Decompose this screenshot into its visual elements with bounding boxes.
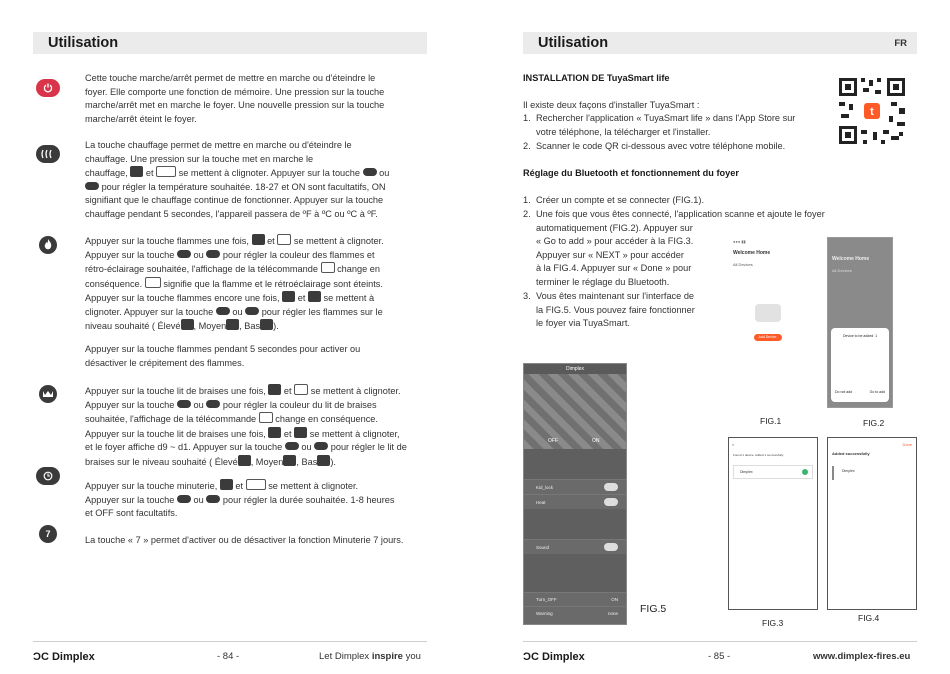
ember-key-icon [268, 427, 281, 438]
seven-day-description: La touche « 7 » permet d'activer ou de désactiver la fonction Minuterie 7 jours. [85, 535, 404, 545]
fig3-screenshot: × Found 1 device. Added 1 successfully. Dimplex [728, 437, 818, 610]
ember-level-icon [294, 427, 307, 438]
setup-step: Une fois que vous êtes connecté, l'application scanne et ajoute le foyer automatiquement (FIG.2). Appuyer sur « Go to add » pour accéder à la FIG.3. Appuyer sur « NEXT » pour accéder à la FIG.4. Appuyer sur « Done » pour terminer le réglage du Bluetooth. [536, 209, 825, 287]
language-code: FR [894, 38, 907, 49]
bluetooth-heading: Réglage du Bluetooth et fonctionnement du foyer [523, 168, 739, 178]
crackle-description: Appuyer sur la touche flammes pendant 5 secondes pour activer ou désactiver le crépitement des flammes. [85, 344, 361, 368]
install-intro: Il existe deux façons d'installer TuyaSmart : [523, 100, 700, 110]
install-step: Rechercher l'application « TuyaSmart life » dans l'App Store sur votre téléphone, la télécharger et l'installer. [536, 113, 796, 137]
dimplex-logo: ϽC Dimplex [33, 651, 95, 663]
seven-day-icon: 7 [39, 525, 57, 543]
ember-medium-icon [283, 455, 296, 466]
fireplace-preview: OFF ON [524, 374, 626, 449]
up-key-icon [177, 400, 191, 408]
fig1-caption: FIG.1 [760, 416, 782, 426]
down-key-icon [206, 400, 220, 408]
page-number: - 85 - [708, 651, 731, 662]
heat-icon [36, 145, 60, 163]
display-icon [156, 166, 176, 177]
website-link[interactable]: www.dimplex-fires.eu [813, 651, 911, 662]
footer-divider [33, 641, 427, 642]
fig2-screenshot: Welcome Home All Devices Device to be added: 1 Do not add Go to add [827, 237, 893, 408]
setup-step-number: 3. [523, 291, 531, 301]
flame-level-icon [308, 291, 321, 302]
section-header [523, 32, 917, 54]
app-title: Dimplex [524, 364, 626, 374]
dimplex-logo: ϽC Dimplex [523, 651, 585, 663]
fig1-screenshot: ●●● ▮▮ Welcome Home All Devices Add Device [730, 237, 805, 408]
footer-logo [523, 651, 585, 663]
fig4-screenshot: Done Added successfully Dimplex [827, 437, 917, 610]
ember-high-icon [238, 455, 251, 466]
flame-key-icon [282, 291, 295, 302]
down-key-icon [206, 250, 220, 258]
up-key-icon [363, 168, 377, 176]
section-header [33, 32, 427, 54]
setup-step: Créer un compte et se connecter (FIG.1). [536, 195, 704, 205]
power-description: Cette touche marche/arrêt permet de mettre en marche ou d'éteindre le foyer. Elle comporte une fonction de mémoire. Une pression sur la touche marche/arrêt met en marche le foyer. Une nouvelle pression sur la touche marche/arrêt éteint le foyer. [85, 73, 385, 124]
install-step: Scanner le code QR ci-dessous avec votre téléphone mobile. [536, 141, 786, 151]
slogan: Let Dimplex inspire you [319, 651, 421, 662]
blank-display-icon [145, 277, 161, 288]
fig2-caption: FIG.2 [863, 418, 885, 428]
down-key-icon [206, 495, 220, 503]
install-step-number: 1. [523, 113, 531, 123]
timer-key-icon [220, 479, 233, 490]
ember-key-icon [268, 384, 281, 395]
fig5-screenshot: Dimplex OFF ON Kid_lock Heat Sound Turn_OFF ON Warning none [523, 363, 627, 625]
flame-low-icon [260, 319, 273, 330]
fig3-caption: FIG.3 [762, 618, 784, 628]
ember-description: Appuyer sur la touche lit de braises une fois, et se mettent à clignoter. Appuyer sur la touche ou pour régler la couleur du lit de braises souhaitée, l'affichage de la télécommande change en conséquence. Appuyer sur la touche lit de braises une fois, et se mettent à clignoter, et le foyer affiche d9 ~ d1. Appuyer sur la touche ou pour régler le lit de braises sur le niveau souhaité ( Élevé , Moyen , Bas ). [85, 386, 407, 467]
heat-description: La touche chauffage permet de mettre en marche ou d'éteindre le chauffage. Une pression sur la touche met en marche le chauffage, et se mettent à clignoter. Appuyer sur la touche ou pour régler la température souhaitée. 18-27 et ON sont facultatifs, ON signifiant que le chauffage continue de fonctionner. Appuyer sur la touche chauffage pendant 5 secondes, l'appareil passera de ºF à ºC ou ºC à ºF. [85, 140, 390, 219]
heat-key-icon [130, 166, 143, 177]
timer-description: Appuyer sur la touche minuterie, et se mettent à clignoter. Appuyer sur la touche ou pour régler la durée souhaitée. 1-8 heures et OFF sont facultatifs. [85, 481, 395, 518]
svg-text:t: t [870, 106, 874, 118]
right-page [475, 0, 950, 674]
setup-step-number: 1. [523, 195, 531, 205]
flame-key-icon [252, 234, 265, 245]
install-heading: INSTALLATION DE TuyaSmart life [523, 73, 670, 83]
page-title: Utilisation [48, 35, 119, 51]
up-key-icon [177, 495, 191, 503]
flame-description: Appuyer sur la touche flammes une fois, et se mettent à clignoter. Appuyer sur la touche ou pour régler la couleur des flammes et rétro-éclairage souhaitée, l'affichage de la télécommande change en conséquence. signifie que la flamme et le rétroéclairage sont éteints. Appuyer sur la touche flammes encore une fois, et se mettent à clignoter. Appuyer sur la touche ou pour régler les flammes sur le niveau souhaité ( Élevé , Moyen , Bas ). [85, 236, 384, 331]
remote-display-icon [294, 384, 308, 395]
remote-display-icon [259, 412, 273, 423]
remote-display-icon [277, 234, 291, 245]
up-key-icon [285, 442, 299, 450]
down-key-icon [245, 307, 259, 315]
fig5-caption: FIG.5 [640, 603, 667, 615]
remote-display-icon [321, 262, 335, 273]
fig4-caption: FIG.4 [858, 613, 880, 623]
power-icon [36, 79, 60, 97]
ember-bed-icon [39, 385, 57, 403]
qr-code [829, 70, 915, 154]
footer-logo [33, 651, 95, 663]
flame-medium-icon [226, 319, 239, 330]
timer-icon [36, 467, 60, 485]
up-key-icon [216, 307, 230, 315]
up-key-icon [177, 250, 191, 258]
setup-step-number: 2. [523, 209, 531, 219]
timer-display-icon [246, 479, 266, 490]
ember-low-icon [317, 455, 330, 466]
down-key-icon [85, 182, 99, 190]
flame-icon [39, 236, 57, 254]
page-number: - 84 - [217, 651, 240, 662]
setup-step: Vous êtes maintenant sur l'interface de la FIG.5. Vous pouvez faire fonctionner le foyer via TuyaSmart. [536, 291, 695, 328]
install-step-number: 2. [523, 141, 531, 151]
down-key-icon [314, 442, 328, 450]
page-title: Utilisation [538, 35, 609, 51]
footer-divider [523, 641, 917, 642]
flame-high-icon [181, 319, 194, 330]
